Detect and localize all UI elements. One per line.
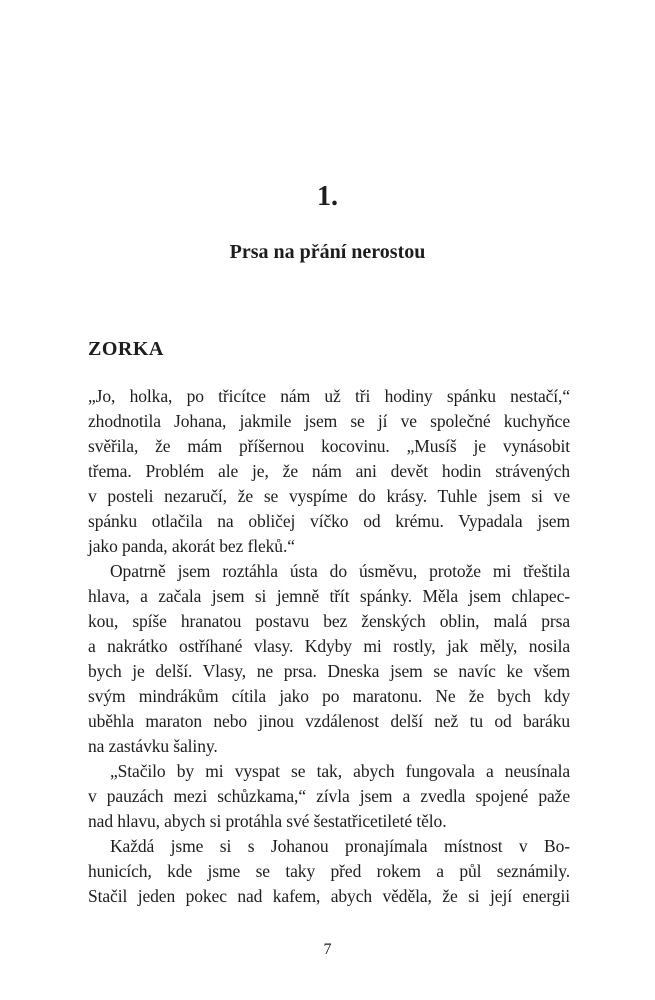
- body-line: bych je delší. Vlasy, ne prsa. Dneska jsem se navíc ke všem: [88, 661, 570, 681]
- body-line: na zastávku šaliny.: [88, 736, 218, 756]
- body-line: třema. Problém ale je, že nám ani devět hodin strávených: [88, 461, 570, 481]
- body-line: nad hlavu, abych si protáhla své šestatřicetileté tělo.: [88, 811, 447, 831]
- body-line: Stačil jeden pokec nad kafem, abych věděla, že si její energii: [88, 886, 570, 906]
- body-line: zhodnotila Johana, jakmile jsem se jí ve společné kuchyňce: [88, 411, 570, 431]
- section-header: ZORKA: [88, 338, 164, 360]
- body-line: a nakrátko ostříhané vlasy. Kdyby mi rostly, jak měly, nosila: [88, 636, 570, 656]
- paragraph-3: [88, 759, 570, 834]
- body-line: hlava, a začala jsem si jemně třít spánky. Měla jsem chlapec-: [88, 586, 570, 606]
- body-line: svěřila, že mám příšernou kocovinu. „Musíš je vynásobit: [88, 436, 570, 456]
- body-line: v pauzách mezi schůzkama,“ zívla jsem a zvedla spojené paže: [88, 786, 570, 806]
- page-number: 7: [323, 941, 332, 958]
- body-line: Každá jsme si s Johanou pronajímala místnost v Bo-: [110, 836, 570, 856]
- chapter-title: Prsa na přání nerostou: [229, 241, 426, 263]
- body-line: kou, spíše hranatou postavu bez ženských oblin, malá prsa: [88, 611, 570, 631]
- body-line: uběhla maraton nebo jinou vzdálenost delší než tu od baráku: [88, 711, 570, 731]
- body-line: „Jo, holka, po třicítce nám už tři hodiny spánku nestačí,“: [88, 386, 570, 406]
- paragraph-2: [88, 559, 570, 759]
- body-line: v posteli nezaručí, že se vyspíme do krásy. Tuhle jsem si ve: [88, 486, 570, 506]
- chapter-number: 1.: [317, 181, 338, 212]
- body-line: jako panda, akorát bez fleků.“: [88, 536, 295, 556]
- body-line: svým mindrákům cítila jako po maratonu. Ne že bych kdy: [88, 686, 570, 706]
- body-line: Opatrně jsem roztáhla ústa do úsměvu, protože mi třeštila: [110, 561, 570, 581]
- body-line: „Stačilo by mi vyspat se tak, abych fungovala a neusínala: [110, 761, 570, 781]
- body-line: hunicích, kde jsme se taky před rokem a půl seznámily.: [88, 861, 570, 881]
- paragraph-4: [88, 834, 570, 909]
- body-text: [88, 384, 570, 909]
- paragraph-1: [88, 384, 570, 559]
- body-line: spánku otlačila na obličej víčko od krému. Vypadala jsem: [88, 511, 570, 531]
